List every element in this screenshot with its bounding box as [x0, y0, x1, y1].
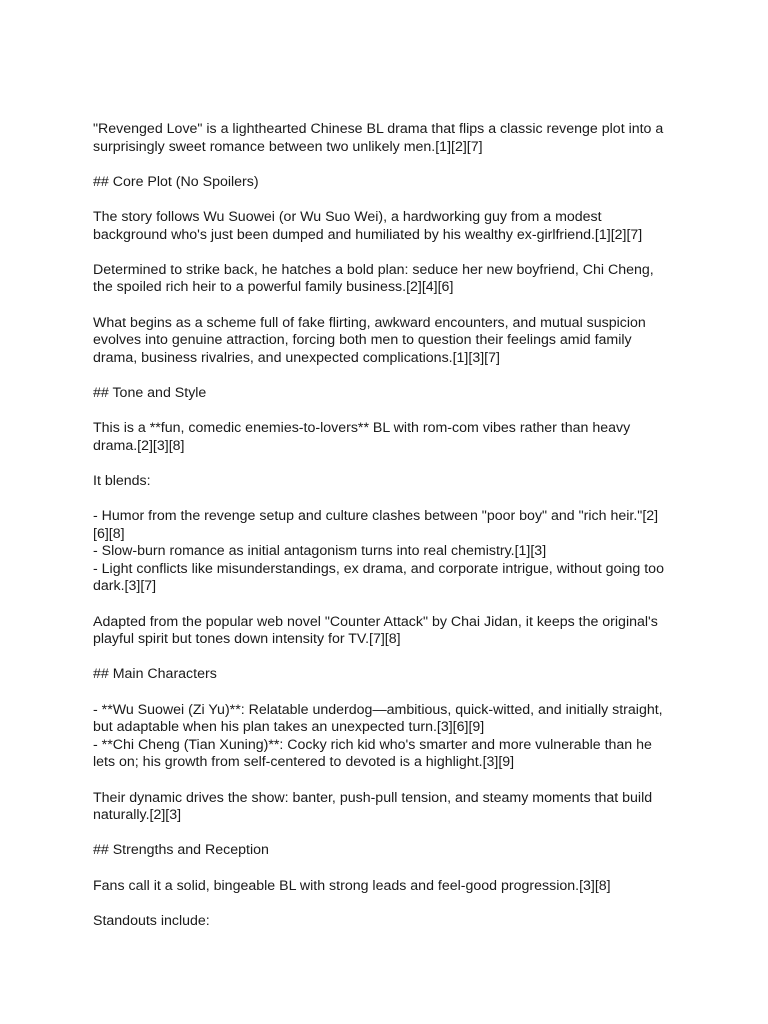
- heading-strengths-reception: ## Strengths and Reception: [93, 842, 269, 859]
- standouts-paragraph: Standouts include:: [93, 912, 210, 929]
- tone-bullet-list: - Humor from the revenge setup and culture clashes between "poor boy" and "rich heir."[2][6][8] - Slow-burn romance as initial antagonism turns into real chemistry.[1][3] - Light conflicts like misunderstandings, ex drama, and corporate intrigue, without going too dark.[3][7]: [93, 508, 664, 595]
- plot-paragraph-2: Determined to strike back, he hatches a bold plan: seduce her new boyfriend, Chi Cheng, the spoiled rich heir to a powerful family business.[2][4][6]: [93, 261, 654, 296]
- adaptation-paragraph: Adapted from the popular web novel "Counter Attack" by Chai Jidan, it keeps the original's playful spirit but tones down intensity for TV.[7][8]: [93, 613, 658, 648]
- heading-main-characters: ## Main Characters: [93, 666, 217, 683]
- characters-bullet-list: - **Wu Suowei (Zi Yu)**: Relatable underdog—ambitious, quick-witted, and initially straight, but adaptable when his plan takes an unexpected turn.[3][6][9] - **Chi Cheng (Tian Xuning)**: Cocky rich kid who's smarter and more vulnerable than he lets on; his growth from self-centered to devoted is a highlight.[3][9]: [93, 701, 663, 771]
- plot-paragraph-1: The story follows Wu Suowei (or Wu Suo Wei), a hardworking guy from a modest background who's just been dumped and humiliated by his wealthy ex-girlfriend.[1][2][7]: [93, 208, 643, 243]
- heading-tone-style: ## Tone and Style: [93, 384, 207, 401]
- tone-paragraph-2: It blends:: [93, 472, 151, 489]
- document-body: [93, 121, 673, 948]
- intro-paragraph: "Revenged Love" is a lighthearted Chinese BL drama that flips a classic revenge plot into a surprisingly sweet romance between two unlikely men.[1][2][7]: [93, 121, 664, 155]
- reception-paragraph: Fans call it a solid, bingeable BL with strong leads and feel-good progression.[3][8]: [93, 877, 611, 894]
- heading-core-plot: ## Core Plot (No Spoilers): [93, 173, 259, 190]
- dynamic-paragraph: Their dynamic drives the show: banter, push-pull tension, and steamy moments that build naturally.[2][3]: [93, 789, 653, 824]
- plot-paragraph-3: What begins as a scheme full of fake flirting, awkward encounters, and mutual suspicion evolves into genuine attraction, forcing both men to question their feelings amid family drama, business rivalries, and unexpected complications.[1][3][7]: [93, 314, 646, 366]
- tone-paragraph-1: This is a **fun, comedic enemies-to-lovers** BL with rom-com vibes rather than heavy drama.[2][3][8]: [93, 420, 631, 454]
